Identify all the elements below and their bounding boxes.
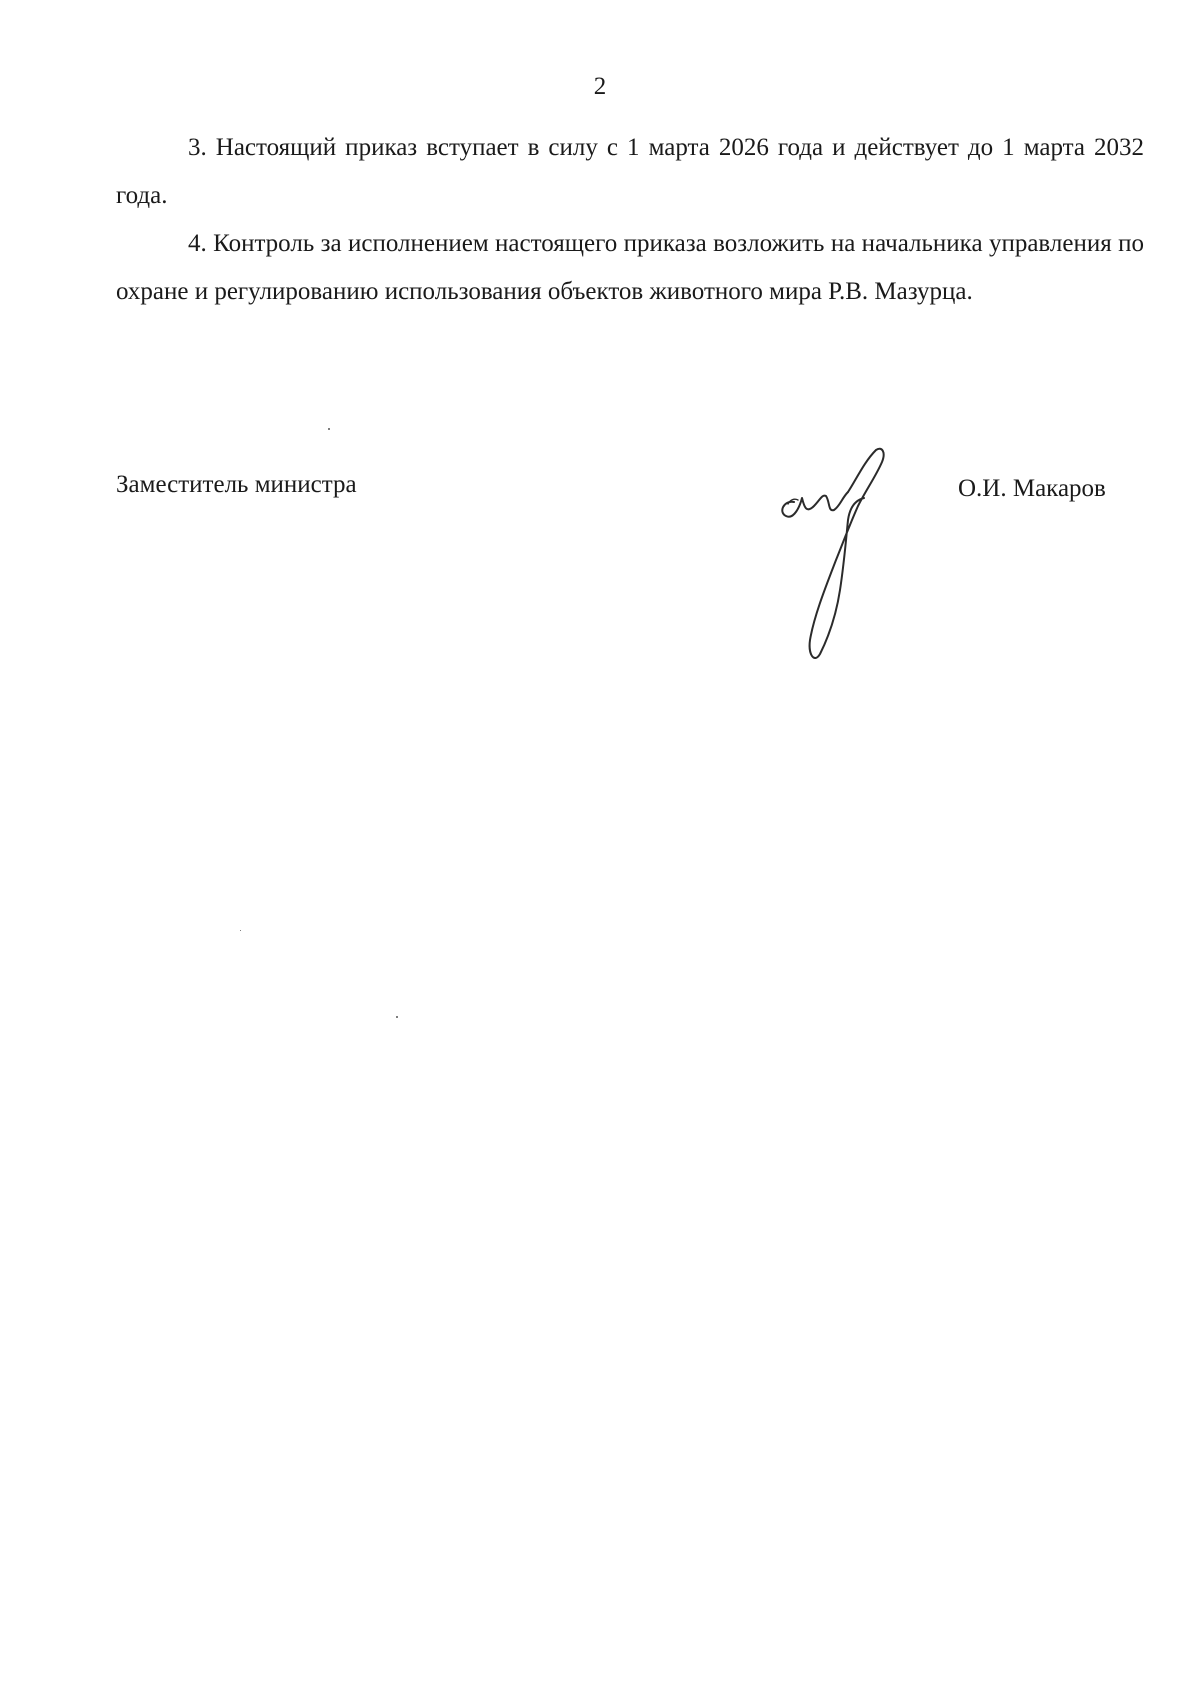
scan-speck bbox=[240, 930, 241, 931]
signer-title: Заместитель министра bbox=[116, 471, 357, 498]
signer-name: О.И. Макаров bbox=[958, 475, 1106, 502]
paragraph-item-4: 4. Контроль за исполнением настоящего приказа возложить на начальника управления по охране и регулированию использования объектов животного мира Р.В. Мазурца. bbox=[116, 230, 1144, 305]
scan-speck bbox=[396, 1016, 398, 1018]
paragraph-item-3: 3. Настоящий приказ вступает в силу с 1 марта 2026 года и действует до 1 марта 2032 года. bbox=[116, 134, 1144, 209]
page-number: 2 bbox=[593, 73, 607, 100]
document-body bbox=[116, 124, 1144, 316]
signature-icon bbox=[770, 440, 910, 680]
scan-speck bbox=[328, 428, 330, 430]
